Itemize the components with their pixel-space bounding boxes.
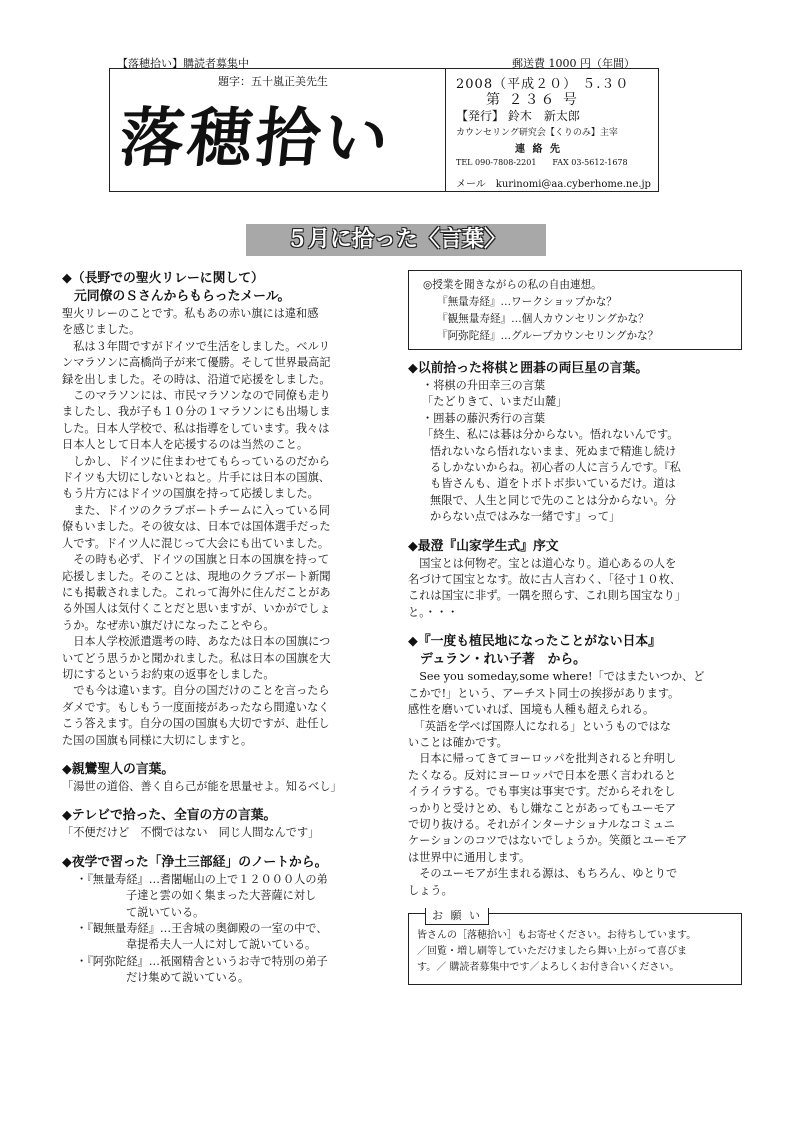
- text-line: たくなる。反対にヨーロッパで日本を悪く言われると: [408, 768, 677, 782]
- text-line: その時も必ず、ドイツの国旗と日本の国旗を持って: [62, 553, 330, 567]
- text-line: 「終生、私には碁は分からない。悟れないんです。: [422, 428, 679, 442]
- text-line: る外国人は気付くことだと思いますが、いかがでしょ: [62, 602, 331, 616]
- text-line: て説いている。: [126, 905, 205, 919]
- section-heading: ◆以前拾った将棋と囲碁の両巨星の言葉。: [408, 361, 649, 376]
- text-line: イライラする。でも事実は事実です。だからそれをし: [408, 785, 676, 799]
- section-subheading: 元同僚のＳさんからもらったメール。: [74, 289, 291, 304]
- text-line: 名づけて国宝となす。故に古人言わく、「径寸１０枚、: [408, 573, 681, 587]
- text-line: ンマラソンに高橋尚子が来て優勝。そして世界最高記: [62, 356, 331, 370]
- masthead-divider: [445, 69, 446, 191]
- text-line: こう答えます。自分の国の国旗も大切ですが、赴任し: [62, 717, 330, 731]
- text-line: 感性を磨いていれば、国境も人種も超えられる。: [408, 703, 655, 717]
- text-line: 日本人として日本人を応援するのは当然のこと。: [62, 438, 309, 452]
- notice-title: お 願 い: [425, 908, 489, 925]
- publisher: 【発行】 鈴木 新太郎: [456, 109, 580, 123]
- organization: カウンセリング研究会【くりのみ】主宰: [456, 128, 618, 138]
- section-heading: ◆『一度も植民地になったことがない日本』: [408, 634, 661, 650]
- text-line: 録を出しました。その時は、沿道で応援をしました。: [62, 372, 331, 386]
- text-line: す。／ 購読者募集中です／よろしくお付き合いください。: [417, 961, 680, 973]
- text-line: にも掲載されました。これって海外に住んだことがあ: [62, 585, 331, 599]
- text-line: でも今は違います。自分の国だけのことを言ったら: [62, 684, 330, 698]
- email-address[interactable]: メール kurinomi@aa.cyberhome.ne.jp: [456, 179, 651, 190]
- right-column: [408, 270, 742, 985]
- text-line: ケーションのコツではないでしょうか。笑顔とユーモア: [408, 834, 688, 848]
- text-line: 聖火リレーのことです。私もあの赤い旗には違和感: [62, 307, 319, 320]
- section-subheading: デュラン・れい子著 から。: [420, 652, 586, 668]
- issue-number: 第 ２３６ 号: [486, 92, 579, 108]
- text-line: 無限で、人生と同じで先のことは分からない。分: [430, 493, 676, 507]
- section-heading: ◆テレビで拾った、全盲の方の言葉。: [62, 808, 277, 824]
- text-line: 日本人学校派遣選考の時、あなたは日本の国旗につ: [62, 635, 331, 649]
- text-line: 切にするというお約束の返事をしました。: [62, 667, 275, 681]
- text-line: た国の国旗も同様に大切にしますと。: [62, 733, 253, 747]
- text-line: ダメです。もしもう一度面接があったなら間違いなく: [62, 700, 330, 714]
- text-line: ・『阿弥陀経』…祇園精舎というお寺で特別の弟子: [76, 954, 328, 968]
- tel-fax: TEL 090-7808-2201 FAX 03-5612-1678: [456, 158, 628, 167]
- text-line: 『無量寿経』…ワークショップかな？: [437, 296, 617, 308]
- text-line: 『阿弥陀経』…グループカウンセリングかな？: [437, 330, 659, 342]
- text-line: 悟れないなら悟れないまま、死ぬまで精進し続け: [430, 444, 677, 458]
- text-line: ／回覧・増し刷等していただけましたら舞い上がって喜びま: [417, 945, 687, 957]
- section-heading: ◆（長野での聖火リレーに関して）: [62, 271, 264, 286]
- text-line: これは国宝に非ず。一隅を照らす、これ則ち国宝なり」: [408, 589, 686, 603]
- left-column: [62, 270, 392, 987]
- text-line: と。・・・: [408, 605, 459, 619]
- section-heading: ◆親鸞聖人の言葉。: [62, 761, 175, 777]
- text-line: 『観無量寿経』…個人カウンセリングかな？: [437, 313, 649, 325]
- text-line: いことは確かです。: [408, 735, 508, 749]
- calligrapher-credit: 題字：五十嵐正美先生: [218, 75, 328, 88]
- text-line: うか。なぜ赤い旗だけになったことやら。: [62, 618, 275, 632]
- postage-fee: 郵送費 1000 円（年間）: [512, 57, 635, 70]
- text-line: も皆さんも、道をトボトボ歩いているだけ。道は: [430, 477, 676, 491]
- free-association-box: [408, 270, 742, 350]
- subscription-notice: 【落穂拾い】購読者募集中: [117, 57, 249, 70]
- text-line: また、ドイツのクラブボートチームに入っている同: [62, 503, 330, 517]
- section-heading: ◆夜学で習った「浄土三部経」のノートから。: [62, 854, 328, 870]
- issue-date: 2008（平成２０） ５.３０: [456, 77, 630, 92]
- text-line: っかりと受けとめ、もし嫌なことがあってもユーモア: [408, 801, 676, 815]
- text-line: ・『観無量寿経』…王舎城の奥御殿の一室の中で、: [76, 922, 328, 935]
- text-line: こかで!」という、アーチスト同士の挨拶があります。: [408, 686, 680, 700]
- section-heading: ◆最澄『山家学生式』序文: [408, 538, 559, 554]
- text-line: ドイツも大切にしないとねと。片手には日本の国旗、: [62, 471, 330, 485]
- text-line: 子達と雲の如く集まった大菩薩に対し: [126, 889, 317, 903]
- text-line: した。日本人学校で、私は指導をしています。我々は: [62, 421, 330, 435]
- text-line: そのユーモアが生まれる源は、もちろん、ゆとりで: [408, 867, 678, 881]
- text-line: いてどう思うかと聞かれました。私は日本の国旗を大: [62, 651, 331, 665]
- newsletter-logo: 落穂拾い: [116, 101, 396, 176]
- text-line: からない点ではみな一緒です』って」: [430, 510, 621, 524]
- text-line: 「英語を学べば国際人になれる」というものではな: [408, 719, 671, 733]
- masthead: [109, 68, 659, 192]
- request-notice-box: [408, 908, 742, 985]
- text-line: ましたし、我が子も１０分の１マラソンにも出場しま: [62, 405, 331, 419]
- text-line: 皆さんの［落穂拾い］もお寄せください。お待ちしています。: [417, 929, 697, 941]
- text-line: 「不便だけど 不憫ではない 同じ人間なんです」: [62, 826, 320, 840]
- contact-label: 連 絡 先: [515, 144, 562, 155]
- text-line: 応援しました。そのことは、現地のクラブボート新聞: [62, 569, 331, 583]
- text-line: で切り抜ける。それがインターナショナルなコミュニ: [408, 817, 675, 831]
- text-line: るしかないからね。初心者の人に言うんです。『私: [430, 461, 681, 475]
- text-line: しょう。: [408, 883, 453, 897]
- section-body: [62, 306, 392, 749]
- text-line: 国宝とは何物ぞ。宝とは道心なり。道心あるの人を: [408, 556, 677, 570]
- text-line: ・囲碁の藤沢秀行の言葉: [422, 411, 546, 425]
- text-line: ・『無量寿経』…耆闍崛山の上で１２０００人の弟: [76, 872, 328, 886]
- text-line: See you someday,some where!「ではまたいつか、ど: [408, 670, 705, 684]
- section-banner: ５月に拾った〈言葉〉: [246, 224, 546, 256]
- text-line: 私は３年間ですがドイツで生活をしました。ベルリ: [62, 339, 330, 353]
- text-line: は世界中に通用します。: [408, 850, 531, 864]
- text-line: 韋提希夫人一人に対して説いている。: [126, 938, 317, 952]
- text-line: しかし、ドイツに住まわせてもらっているのだから: [62, 454, 330, 468]
- text-line: だけ集めて説いている。: [126, 971, 250, 985]
- text-line: 「たどりきて、いまだ山麓」: [422, 395, 568, 409]
- text-line: 人です。ドイツ人に混じって大会にも出ていました。: [62, 536, 330, 550]
- text-line: ・将棋の升田幸三の言葉: [422, 379, 546, 392]
- text-line: このマラソンには、市民マラソンなので同僚も走り: [62, 389, 331, 403]
- text-line: ◎授業を聞きながらの私の自由連想。: [423, 279, 602, 291]
- text-line: 「湯世の道俗、善く自ら己が能を思量せよ。知るべし」: [62, 779, 342, 793]
- text-line: もう片方にはドイツの国旗を持って応援しました。: [62, 487, 319, 501]
- text-line: を感じました。: [62, 323, 141, 337]
- text-line: 僚もいました。その彼女は、日本では国体選手だった: [62, 520, 331, 534]
- text-line: 日本に帰ってきてヨーロッパを批判されると弁明し: [408, 752, 677, 766]
